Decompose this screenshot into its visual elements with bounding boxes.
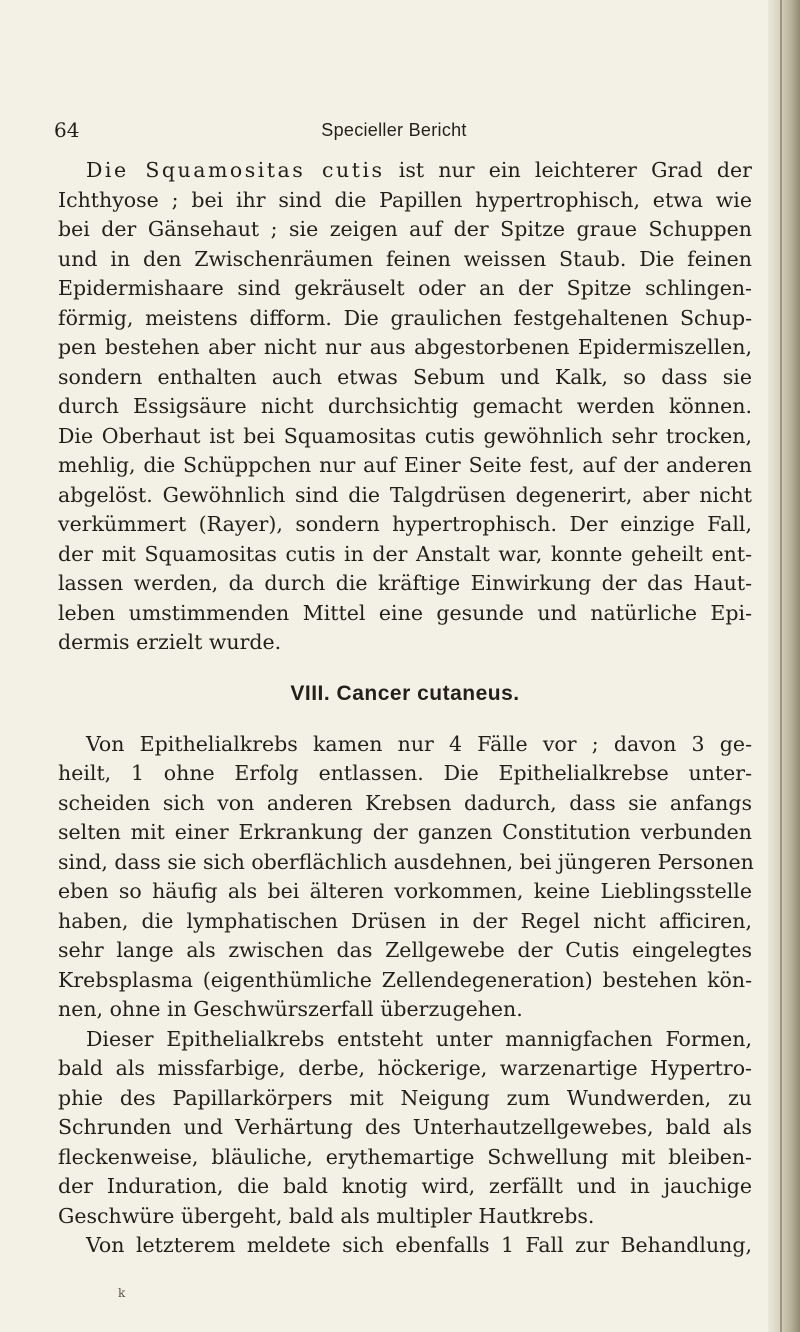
paragraph-line: der Induration, die bald knotig wird, zerfällt und in jauchige xyxy=(58,1174,752,1198)
paragraph-line: Krebsplasma (eigenthümliche Zellendegeneration) bestehen kön- xyxy=(58,967,752,992)
paragraph-line: leben umstimmenden Mittel eine gesunde und natürliche Epi- xyxy=(58,600,752,625)
section-heading: VIII. Cancer cutaneus. xyxy=(290,681,520,705)
paragraph-line: fleckenweise, bläuliche, erythemartige Schwellung mit bleiben- xyxy=(58,1144,752,1169)
paragraph-line: durch Essigsäure nicht durchsichtig gemacht werden können. xyxy=(58,394,752,418)
book-spine-shadow xyxy=(768,0,800,1332)
paragraph-line: Schrunden und Verhärtung des Unterhautzellgewebes, bald als xyxy=(58,1115,752,1139)
paragraph-line: Von letzterem meldete sich ebenfalls 1 Fall zur Behandlung, xyxy=(86,1233,752,1257)
paragraph-line: haben, die lymphatischen Drüsen in der Regel nicht afficiren, xyxy=(58,908,752,933)
paragraph-line xyxy=(58,156,752,186)
paragraph-line: mehlig, die Schüppchen nur auf Einer Seite fest, auf der anderen xyxy=(58,453,752,477)
paragraph-line: Ichthyose ; bei ihr sind die Papillen hypertrophisch, etwa wie xyxy=(58,187,752,212)
page-header xyxy=(54,118,734,148)
paragraph-line: der mit Squamositas cutis in der Anstalt war, konnte geheilt ent- xyxy=(58,541,752,566)
paragraph-line: abgelöst. Gewöhnlich sind die Talgdrüsen degenerirt, aber nicht xyxy=(58,482,752,507)
paragraph-line: eben so häufig als bei älteren vorkommen, keine Lieblingsstelle xyxy=(58,879,752,903)
paragraph-line: förmig, meistens difform. Die graulichen festgehaltenen Schup- xyxy=(58,305,752,330)
paragraph-line: und in den Zwischenräumen feinen weissen Staub. Die feinen xyxy=(58,246,752,271)
paragraph-line: verkümmert (Rayer), sondern hypertrophisch. Der einzige Fall, xyxy=(58,512,752,536)
paragraph-line-text: ist nur ein leichterer Grad der xyxy=(384,158,752,182)
paragraph-line: Von Epithelialkrebs kamen nur 4 Fälle vor ; davon 3 ge- xyxy=(86,731,752,756)
paragraph-line: heilt, 1 ohne Erfolg entlassen. Die Epithelialkrebse unter- xyxy=(58,761,752,785)
paragraph-line: bald als missfarbige, derbe, höckerige, warzenartige Hypertro- xyxy=(58,1056,752,1080)
page-body xyxy=(58,156,752,1261)
term-squamositas-cutis: Die Squamositas cutis xyxy=(86,158,385,182)
paragraph-line: sind, dass sie sich oberflächlich ausdehnen, bei jüngeren Personen xyxy=(58,849,754,874)
paragraph-line: phie des Papillarkörpers mit Neigung zum Wundwerden, zu xyxy=(58,1085,752,1110)
paragraph-line: Geschwüre übergeht, bald als multipler Hautkrebs. xyxy=(58,1203,595,1228)
paragraph-line: dermis erzielt wurde. xyxy=(58,630,282,654)
book-gutter-line xyxy=(780,0,782,1332)
paragraph-line: nen, ohne in Geschwürszerfall überzugehen. xyxy=(58,997,523,1021)
signature-mark: k xyxy=(118,1286,126,1300)
paragraph-line: scheiden sich von anderen Krebsen dadurch, dass sie anfangs xyxy=(58,790,752,815)
running-head: Specieller Bericht xyxy=(321,120,467,140)
paragraph-line: lassen werden, da durch die kräftige Einwirkung der das Haut- xyxy=(58,571,752,595)
paragraph-line: sehr lange als zwischen das Zellgewebe der Cutis eingelegtes xyxy=(58,938,752,962)
paragraph-line: Epidermishaare sind gekräuselt oder an der Spitze schlingen- xyxy=(58,276,752,300)
paragraph-line: pen bestehen aber nicht nur aus abgestorbenen Epidermiszellen, xyxy=(58,335,752,359)
paragraph-line: selten mit einer Erkrankung der ganzen Constitution verbunden xyxy=(58,820,752,844)
paragraph-line: Dieser Epithelialkrebs entsteht unter mannigfachen Formen, xyxy=(86,1026,752,1051)
paragraph-line: bei der Gänsehaut ; sie zeigen auf der Spitze graue Schuppen xyxy=(58,217,752,241)
page-number: 64 xyxy=(54,118,80,142)
paragraph-line: Die Oberhaut ist bei Squamositas cutis gewöhnlich sehr trocken, xyxy=(58,423,752,448)
paragraph-line: sondern enthalten auch etwas Sebum und Kalk, so dass sie xyxy=(58,364,752,389)
